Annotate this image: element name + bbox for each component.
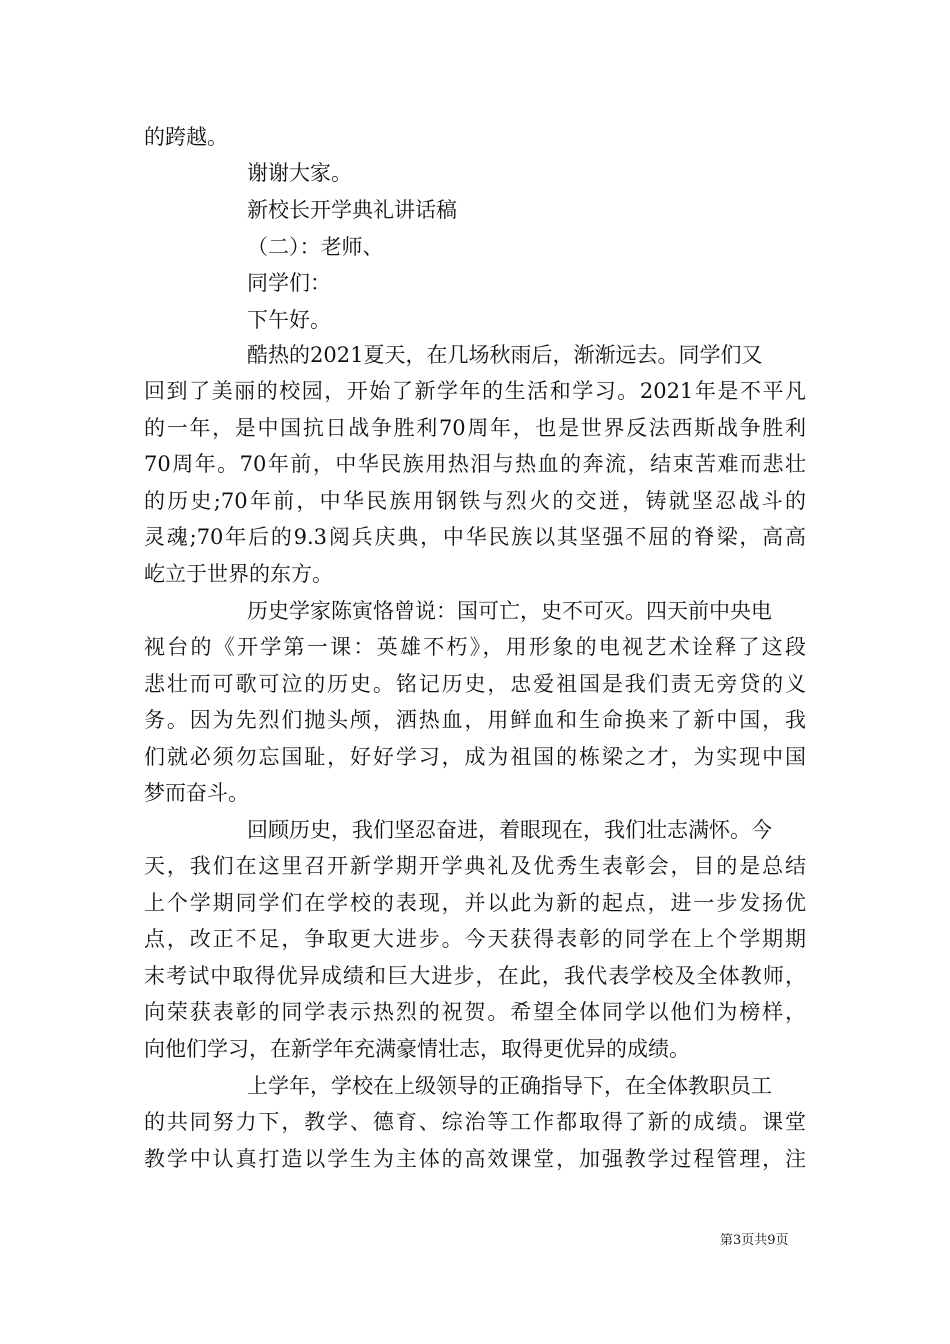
text-line: 上学年，学校在上级领导的正确指导下，在全体教职员工 xyxy=(247,1074,772,1098)
text-line: 的一年，是中国抗日战争胜利70周年，也是世界反法西斯战争胜利 xyxy=(144,416,806,440)
text-line: 70周年。70年前，中华民族用热泪与热血的奔流，结束苦难而悲壮 xyxy=(144,452,806,476)
text-line: 的跨越。 xyxy=(144,125,228,149)
text-line: 向荣获表彰的同学表示热烈的祝贺。希望全体同学以他们为榜样， xyxy=(144,1000,806,1024)
page-footer: 第3页共9页 xyxy=(720,1233,789,1248)
text-line: 下午好。 xyxy=(247,308,331,332)
text-line: 上个学期同学们在学校的表现，并以此为新的起点，进一步发扬优 xyxy=(144,891,806,915)
text-line: 的历史;70年前，中华民族用钢铁与烈火的交迸，铸就坚忍战斗的 xyxy=(144,489,806,513)
text-line: 梦而奋斗。 xyxy=(144,781,249,805)
text-line: 务。因为先烈们抛头颅，洒热血，用鲜血和生命换来了新中国，我 xyxy=(144,708,806,732)
text-line: （二）：老师、 xyxy=(247,235,384,259)
text-line: 的共同努力下，教学、德育、综治等工作都取得了新的成绩。课堂 xyxy=(144,1110,806,1134)
text-line: 末考试中取得优异成绩和巨大进步，在此，我代表学校及全体教师， xyxy=(144,964,806,988)
text-line: 点，改正不足，争取更大进步。今天获得表彰的同学在上个学期期 xyxy=(144,927,806,951)
text-line: 同学们： xyxy=(247,271,331,295)
text-line: 酷热的2021夏天，在几场秋雨后，渐渐远去。同学们又 xyxy=(247,343,763,367)
text-line: 教学中认真打造以学生为主体的高效课堂，加强教学过程管理，注 xyxy=(144,1147,806,1171)
text-line: 天，我们在这里召开新学期开学典礼及优秀生表彰会，目的是总结 xyxy=(144,854,806,878)
text-line: 谢谢大家。 xyxy=(247,161,352,185)
text-line: 回顾历史，我们坚忍奋进，着眼现在，我们壮志满怀。今 xyxy=(247,818,772,842)
text-line: 们就必须勿忘国耻，好好学习，成为祖国的栋梁之才，为实现中国 xyxy=(144,745,806,769)
text-line: 屹立于世界的东方。 xyxy=(144,562,333,586)
text-line: 向他们学习，在新学年充满豪情壮志，取得更优异的成绩。 xyxy=(144,1037,690,1061)
text-line: 回到了美丽的校园，开始了新学年的生活和学习。2021年是不平凡 xyxy=(144,379,806,403)
text-line: 视台的《开学第一课：英雄不朽》，用形象的电视艺术诠释了这段 xyxy=(144,635,806,659)
text-line: 历史学家陈寅恪曾说：国可亡，史不可灭。四天前中央电 xyxy=(247,599,772,623)
document-title: 新校长开学典礼讲话稿 xyxy=(247,198,457,222)
text-line: 悲壮而可歌可泣的历史。铭记历史，忠爱祖国是我们责无旁贷的义 xyxy=(144,672,806,696)
text-line: 灵魂;70年后的9.3阅兵庆典，中华民族以其坚强不屈的脊梁，高高 xyxy=(144,525,806,549)
